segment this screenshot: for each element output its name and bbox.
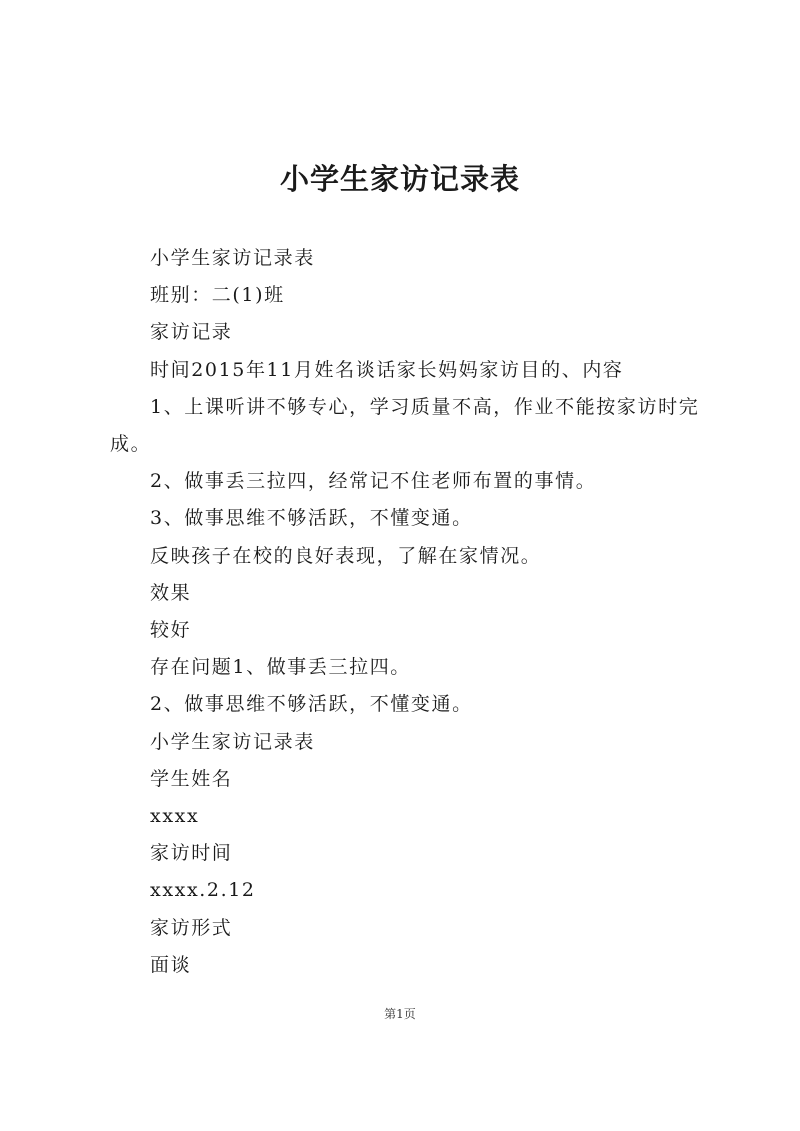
page-number: 第1页 xyxy=(384,1007,416,1021)
paragraph-class: 班别：二(1)班 xyxy=(150,284,285,307)
paragraph-issue-3: 3、做事思维不够活跃，不懂变通。 xyxy=(150,507,473,530)
paragraph-visit-record: 家访记录 xyxy=(150,321,233,344)
paragraph-problems-1: 存在问题1、做事丢三拉四。 xyxy=(150,656,411,679)
paragraph-visit-time-label: 家访时间 xyxy=(150,842,233,865)
paragraph-issue-2: 2、做事丢三拉四，经常记不住老师布置的事情。 xyxy=(150,470,597,493)
paragraph-record-table-heading: 小学生家访记录表 xyxy=(150,247,315,269)
paragraph-student-name-label: 学生姓名 xyxy=(150,767,233,790)
document-title: 小学生家访记录表 xyxy=(279,162,520,196)
paragraph-effect-label: 效果 xyxy=(150,581,192,604)
paragraph-feedback: 反映孩子在校的良好表现，了解在家情况。 xyxy=(150,544,542,567)
paragraph-visit-form-label: 家访形式 xyxy=(150,916,233,939)
paragraph-problems-2: 2、做事思维不够活跃，不懂变通。 xyxy=(150,693,473,716)
paragraph-issue-1: 1、上课听讲不够专心，学习质量不高，作业不能按家访时完成。 xyxy=(110,395,700,456)
paragraph-visit-time-value: xxxx.2.12 xyxy=(150,879,256,902)
paragraph-effect-value: 较好 xyxy=(150,619,192,642)
paragraph-student-name-value: xxxx xyxy=(150,805,200,828)
paragraph-time-purpose: 时间2015年11月姓名谈话家长妈妈家访目的、内容 xyxy=(150,358,624,381)
paragraph-record-table-heading-2: 小学生家访记录表 xyxy=(150,730,315,753)
paragraph-visit-form-value: 面谈 xyxy=(150,953,192,976)
document-body xyxy=(110,240,710,984)
